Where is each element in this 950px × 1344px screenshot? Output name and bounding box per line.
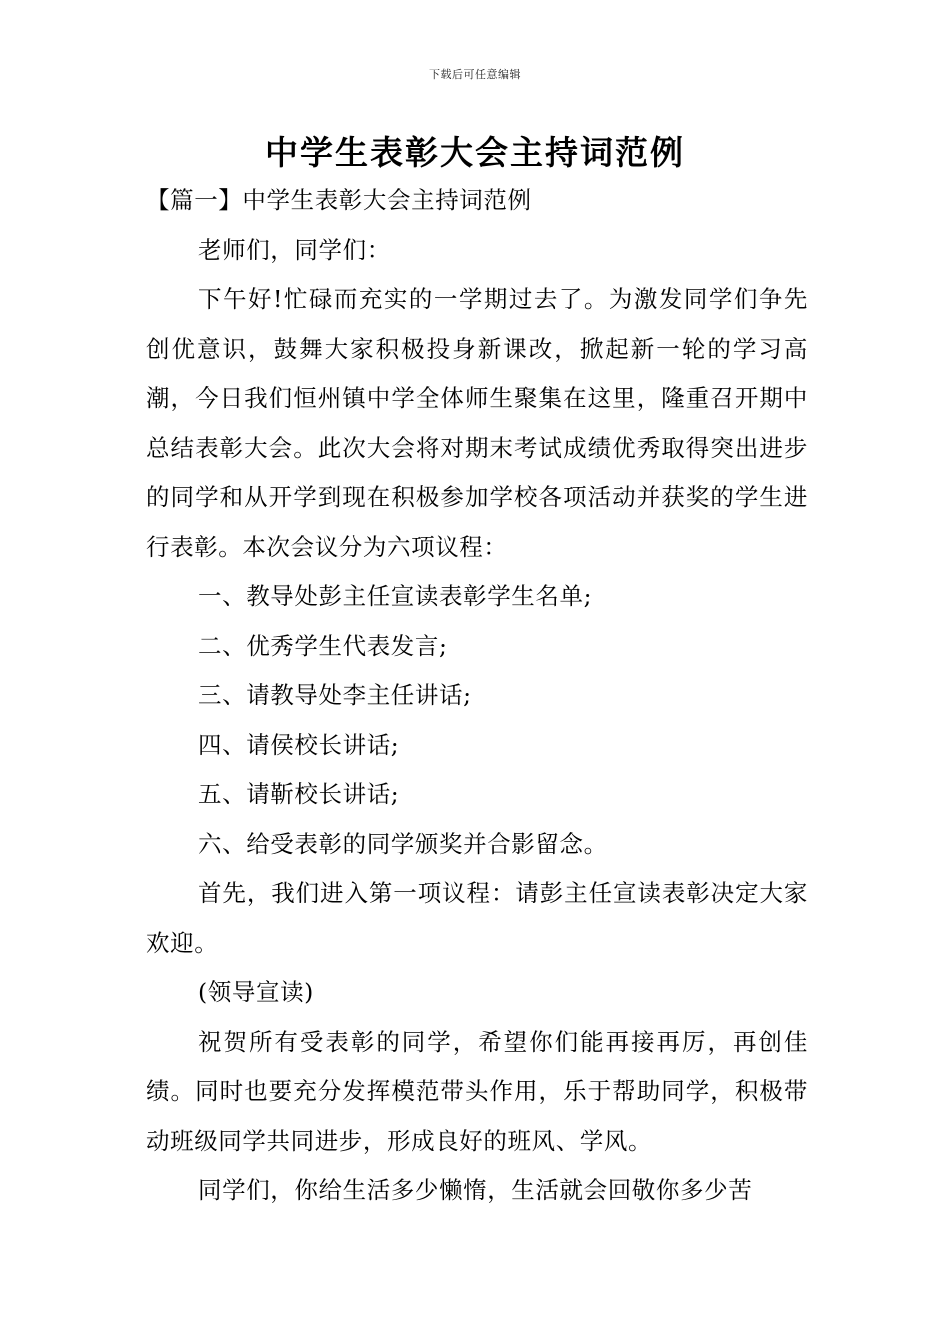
document-body	[146, 176, 808, 1216]
paragraph-stage-note: (领导宣读)	[198, 978, 314, 1006]
agenda-item-1: 一、教导处彭主任宣读表彰学生名单;	[198, 582, 593, 610]
agenda-item-4: 四、请侯校长讲话;	[198, 730, 400, 759]
paragraph-intro: 下午好!忙碌而充实的一学期过去了。为激发同学们争先创优意识，鼓舞大家积极投身新课改，掀起新一轮的学习高潮，今日我们恒州镇中学全体师生聚集在这里，隆重召开期中总结表彰大会。此次大会将对期末考试成绩优秀取得突出进步的同学和从开学到现在积极参加学校各项活动并获奖的学生进行表彰。本次会议分为六项议程：	[146, 285, 808, 561]
document-title: 中学生表彰大会主持词范例	[265, 133, 685, 172]
section-heading: 【篇一】中学生表彰大会主持词范例	[146, 186, 532, 214]
paragraph-first-item: 首先，我们进入第一项议程：请彭主任宣读表彰决定大家欢迎。	[146, 879, 808, 957]
agenda-item-6: 六、给受表彰的同学颁奖并合影留念。	[198, 829, 608, 858]
paragraph-greeting: 老师们，同学们：	[198, 235, 391, 264]
paragraph-congratulations: 祝贺所有受表彰的同学，希望你们能再接再厉，再创佳绩。同时也要充分发挥模范带头作用，乐于帮助同学，积极带动班级同学共同进步，形成良好的班风、学风。	[146, 1027, 808, 1155]
agenda-item-5: 五、请靳校长讲话;	[198, 780, 400, 808]
paragraph-closing: 同学们，你给生活多少懒惰，生活就会回敬你多少苦	[198, 1176, 753, 1204]
agenda-item-3: 三、请教导处李主任讲话;	[198, 681, 472, 709]
header-note: 下载后可任意编辑	[429, 68, 521, 81]
agenda-item-2: 二、优秀学生代表发言;	[198, 631, 448, 660]
